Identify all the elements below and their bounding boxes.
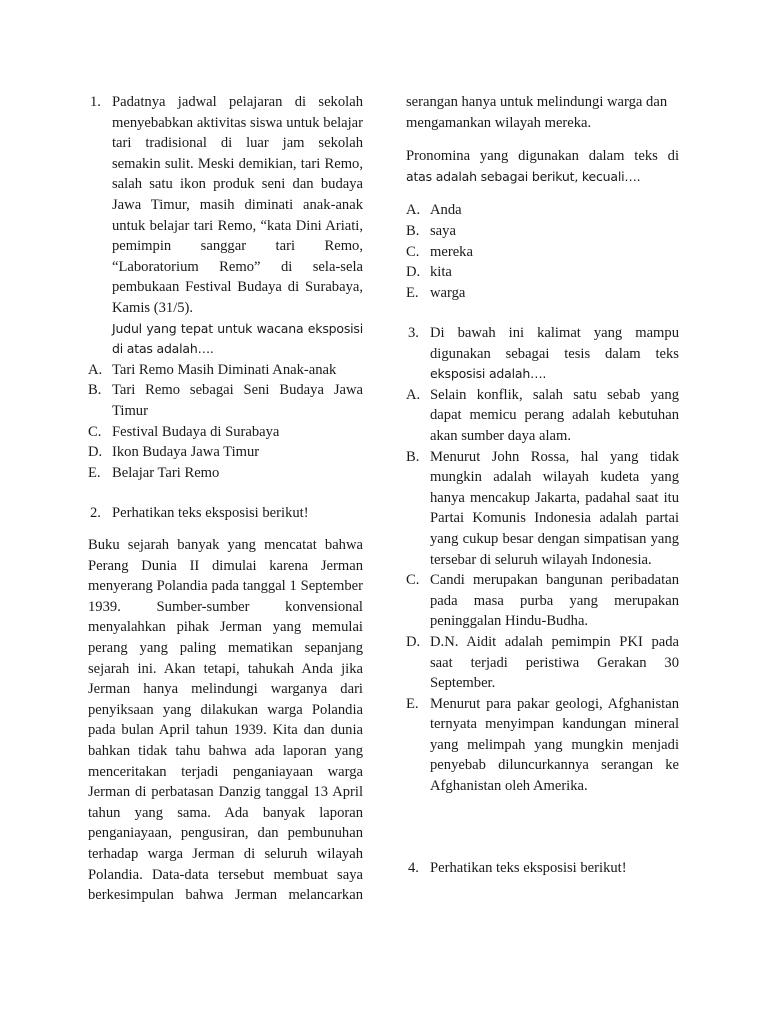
question-stem: Pronomina yang digunakan dalam teks di xyxy=(406,148,679,165)
option-letter: D. xyxy=(406,264,421,281)
option-a[interactable] xyxy=(406,200,679,221)
option-c[interactable] xyxy=(88,422,363,443)
option-c[interactable] xyxy=(406,242,679,263)
option-text: Tari Remo sebagai Seni Budaya Jawa Timur xyxy=(112,382,363,419)
options-list xyxy=(406,385,679,797)
option-text: Menurut para pakar geologi, Afghanistan ternyata menyimpan kandungan mineral yang melimpah yang mungkin menjadi penyebab diluncurkannya serangan ke Afghanistan oleh Amerika. xyxy=(430,695,679,795)
option-text: warga xyxy=(430,284,466,301)
question-2-continued xyxy=(406,92,679,303)
option-text: Menurut John Rossa, hal yang tidak mungkin adalah wilayah kudeta yang hanya mencakup Jakarta, padahal saat itu Partai Komunis Indonesia adalah partai yang cukup besar dengan simpatisan yang tersebar di seluruh wilayah Indonesia. xyxy=(430,448,679,568)
question-stem: Di bawah ini kalimat yang mampu digunakan sebagai tesis dalam teks xyxy=(430,325,679,362)
option-e[interactable] xyxy=(406,694,679,797)
question-2-passage xyxy=(88,535,363,906)
option-letter: C. xyxy=(406,572,420,589)
option-d[interactable] xyxy=(406,262,679,283)
option-letter: E. xyxy=(406,695,419,712)
option-a[interactable] xyxy=(406,385,679,447)
question-stem-continued: eksposisi adalah…. xyxy=(430,366,547,382)
question-3-stem xyxy=(406,323,679,385)
question-1-passage xyxy=(88,92,363,360)
question-number: 1. xyxy=(90,94,101,110)
option-b[interactable] xyxy=(88,380,363,421)
option-text: Candi merupakan bangunan peribadatan pada masa purba yang merupakan peninggalan Hindu-Budha. xyxy=(430,572,679,630)
option-letter: C. xyxy=(406,243,420,260)
question-number: 2. xyxy=(90,505,101,521)
option-text: mereka xyxy=(430,243,473,260)
option-text: D.N. Aidit adalah pemimpin PKI pada saat terjadi peristiwa Gerakan 30 September. xyxy=(430,633,679,692)
option-text: Tari Remo Masih Diminati Anak-anak xyxy=(112,361,337,378)
option-text: Selain konflik, salah satu sebab yang dapat memicu perang adalah kebutuhan akan sumber daya alam. xyxy=(430,386,679,444)
question-text xyxy=(112,319,363,360)
option-letter: E. xyxy=(406,284,419,301)
option-letter: D. xyxy=(88,444,103,461)
option-letter: B. xyxy=(406,222,420,239)
option-letter: A. xyxy=(88,361,103,378)
option-d[interactable] xyxy=(406,632,679,694)
option-e[interactable] xyxy=(88,463,363,484)
passage-text: Padatnya jadwal pelajaran di sekolah menyebabkan aktivitas siswa untuk belajar tari tradisional di luar jam sekolah semakin sulit. Meski demikian, tari Remo, salah satu ikon produk seni dan budaya Jawa Timur, masih diminati anak-anak untuk belajar tari Remo, “kata Dini Ariati, pemimpin sanggar tari Remo, “Laboratorium Remo” di sela-sela pembukaan Festival Budaya di Surabaya, Kamis (31/5). xyxy=(112,94,363,316)
option-text: Festival Budaya di Surabaya xyxy=(112,423,280,440)
option-text: Anda xyxy=(430,202,462,219)
question-number: 3. xyxy=(408,325,419,341)
question-2-prompt xyxy=(88,503,363,524)
prompt-text: Perhatikan teks eksposisi berikut! xyxy=(112,505,309,521)
question-1 xyxy=(88,92,363,483)
prompt-text: Perhatikan teks eksposisi berikut! xyxy=(430,860,627,876)
question-4 xyxy=(406,858,679,879)
question-number: 4. xyxy=(408,860,419,876)
option-text: Ikon Budaya Jawa Timur xyxy=(112,444,260,461)
option-letter: A. xyxy=(406,202,421,219)
option-b[interactable] xyxy=(406,447,679,571)
option-letter: D. xyxy=(406,633,421,650)
option-text: saya xyxy=(430,222,456,239)
option-letter: E. xyxy=(88,464,101,481)
question-stem: Judul yang tepat untuk wacana eksposisi di atas adalah…. xyxy=(112,320,363,357)
option-d[interactable] xyxy=(88,442,363,463)
option-a[interactable] xyxy=(88,360,363,381)
option-b[interactable] xyxy=(406,221,679,242)
options-list xyxy=(88,360,363,484)
option-letter: C. xyxy=(88,423,102,440)
question-3 xyxy=(406,323,679,797)
option-letter: B. xyxy=(88,382,102,399)
option-c[interactable] xyxy=(406,570,679,632)
passage-text: Buku sejarah banyak yang mencatat bahwa Perang Dunia II dimulai karena Jerman menyerang Polandia pada tanggal 1 September 1939. Sumber-sumber konvensional menyalahkan pihak Jerman yang memulai perang yang paling mematikan sepanjang sejarah ini. Akan tetapi, tahukah Anda jika Jerman hanya melindungi warganya dari penyiksaan yang dilakukan warga Polandia pada bulan April tahun 1939. Kita dan dunia bahkan tidak tahu bahwa ada laporan yang menceritakan terjadi penganiayaan warga Jerman di perbatasan Danzig tanggal 13 April tahun yang sama. Ada banyak laporan penganiayaan, pengusiran, dan pembunuhan terhadap warga Jerman di seluruh wilayah Polandia. Data-data tersebut membuat saya berkesimpulan bahwa Jerman melancarkan xyxy=(88,537,363,904)
question-stem-continued: atas adalah sebagai berikut, kecuali…. xyxy=(406,168,641,184)
options-list xyxy=(406,200,679,303)
option-text: kita xyxy=(430,264,452,281)
option-letter: A. xyxy=(406,386,421,403)
option-letter: B. xyxy=(406,448,420,465)
option-text: Belajar Tari Remo xyxy=(112,464,220,481)
option-e[interactable] xyxy=(406,283,679,304)
passage-text-continued: serangan hanya untuk melindungi warga dan mengamankan wilayah mereka. xyxy=(406,94,668,131)
